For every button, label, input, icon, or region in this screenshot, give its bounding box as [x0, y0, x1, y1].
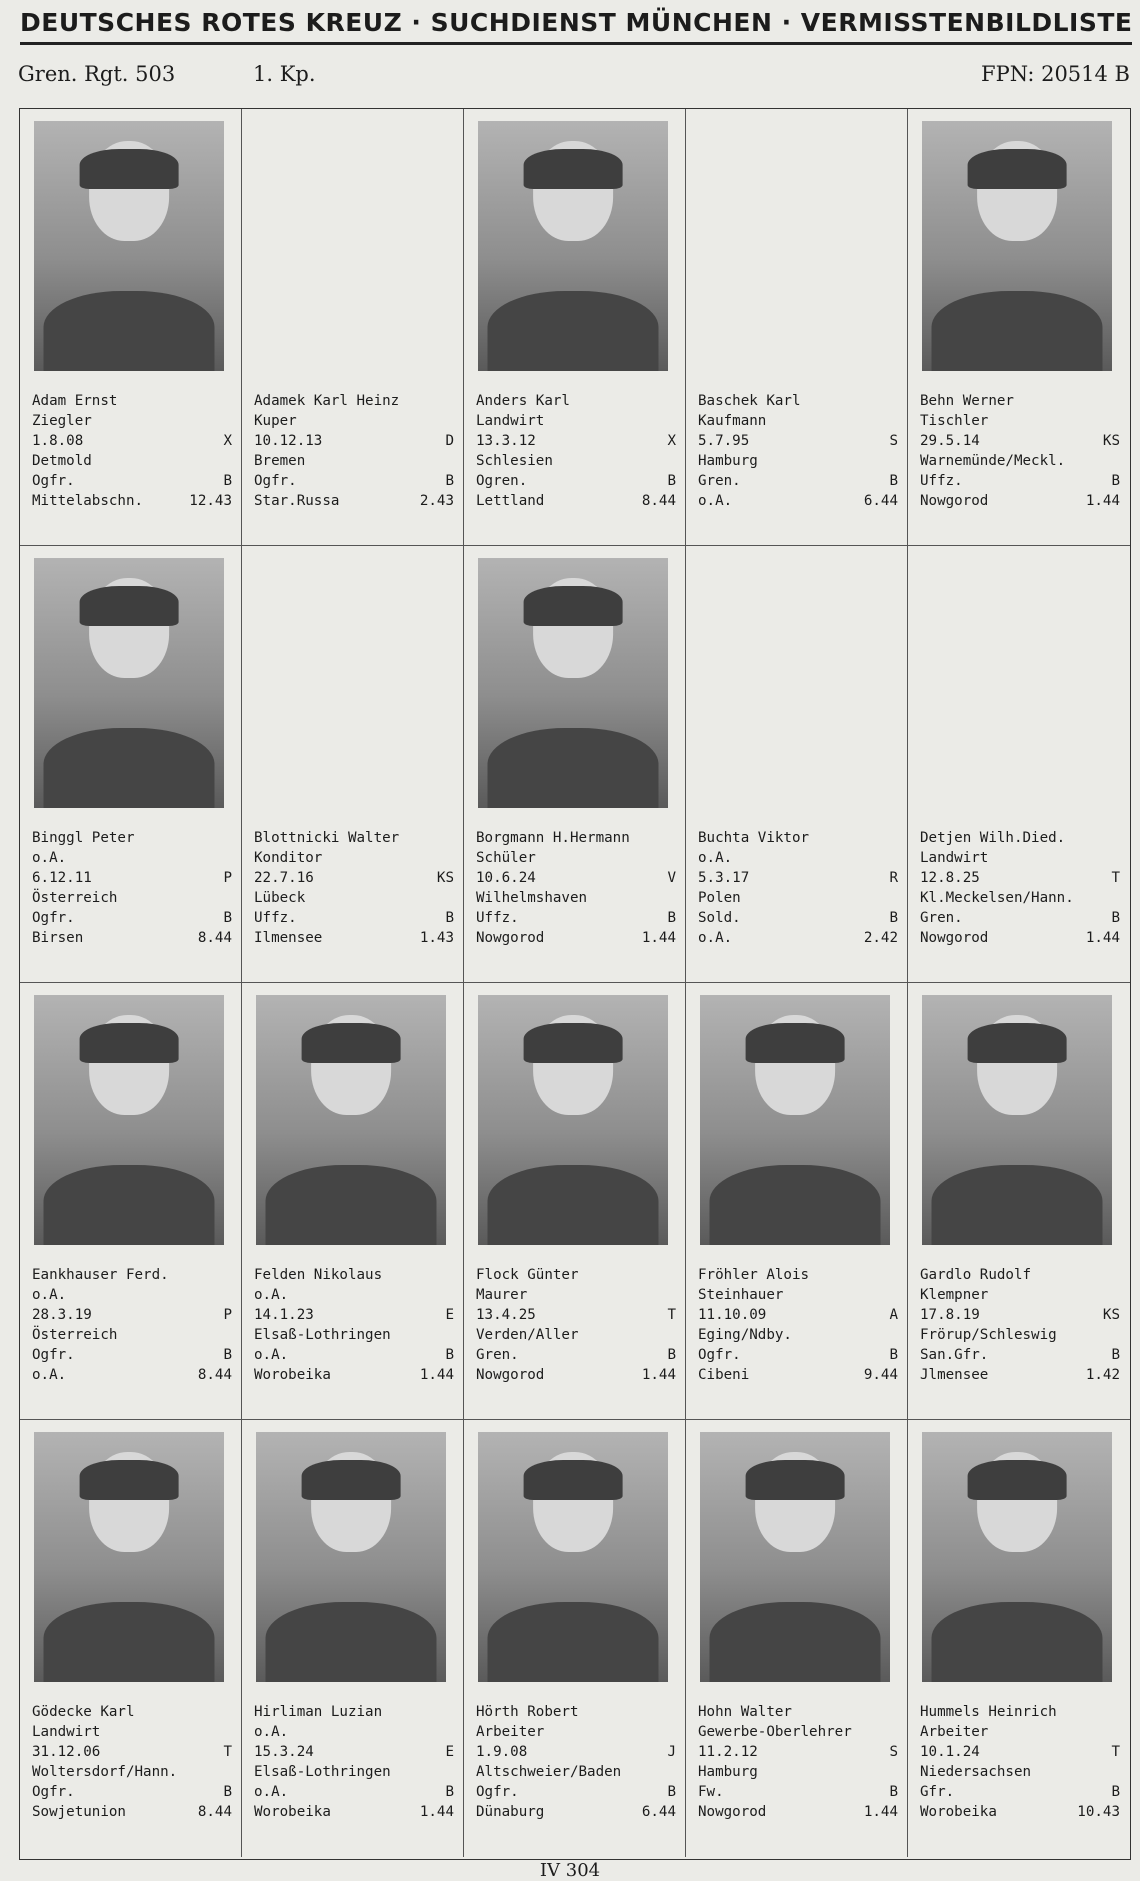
last-location: Worobeika — [920, 1804, 997, 1820]
person-info — [32, 391, 232, 511]
region-code: P — [223, 1307, 232, 1323]
birth-date: 17.8.19 — [920, 1307, 980, 1323]
person-card — [908, 1420, 1130, 1857]
rank-code: B — [1111, 910, 1120, 926]
last-location: o.A. — [698, 493, 733, 509]
person-name: Baschek Karl — [698, 393, 801, 409]
rank-code: B — [1111, 473, 1120, 489]
person-occupation: Tischler — [920, 413, 989, 429]
person-card — [686, 546, 908, 983]
military-rank: Gren. — [698, 473, 741, 489]
last-date: 8.44 — [197, 930, 232, 946]
last-location: Lettland — [476, 493, 545, 509]
last-date: 1.44 — [863, 1804, 898, 1820]
portrait-photo — [256, 1432, 446, 1682]
person-card — [242, 1420, 464, 1857]
last-date: 8.44 — [641, 493, 676, 509]
military-rank: Uffz. — [476, 910, 519, 926]
person-info — [32, 828, 232, 948]
home-place: Detmold — [32, 453, 92, 469]
rank-code: B — [223, 910, 232, 926]
region-code: J — [667, 1744, 676, 1760]
person-card — [908, 546, 1130, 983]
rank-code: B — [445, 1784, 454, 1800]
person-info — [32, 1702, 232, 1822]
portrait-photo — [478, 558, 668, 808]
military-rank: Ogfr. — [32, 473, 75, 489]
portrait-photo — [922, 1432, 1112, 1682]
last-location: Nowgorod — [698, 1804, 767, 1820]
person-name: Anders Karl — [476, 393, 570, 409]
person-info — [254, 1702, 454, 1822]
person-card — [464, 983, 686, 1420]
rank-code: B — [445, 1347, 454, 1363]
home-place: Lübeck — [254, 890, 306, 906]
person-card — [242, 109, 464, 546]
birth-date: 28.3.19 — [32, 1307, 92, 1323]
last-location: Birsen — [32, 930, 84, 946]
region-code: S — [889, 1744, 898, 1760]
person-info — [254, 1265, 454, 1385]
region-code: T — [667, 1307, 676, 1323]
person-name: Gardlo Rudolf — [920, 1267, 1032, 1283]
home-place: Schlesien — [476, 453, 553, 469]
rank-code: B — [445, 473, 454, 489]
region-code: KS — [436, 870, 454, 886]
birth-date: 12.8.25 — [920, 870, 980, 886]
last-date: 1.44 — [419, 1804, 454, 1820]
last-date: 1.44 — [641, 1367, 676, 1383]
rank-code: B — [223, 473, 232, 489]
person-name: Borgmann H.Hermann — [476, 830, 630, 846]
portrait-photo — [256, 995, 446, 1245]
birth-date: 1.9.08 — [476, 1744, 528, 1760]
person-occupation: Arbeiter — [476, 1724, 545, 1740]
person-info — [476, 828, 676, 948]
region-code: V — [667, 870, 676, 886]
person-info — [476, 391, 676, 511]
person-info — [698, 828, 898, 948]
birth-date: 1.8.08 — [32, 433, 84, 449]
person-name: Hirliman Luzian — [254, 1704, 383, 1720]
person-card — [20, 1420, 242, 1857]
region-code: X — [667, 433, 676, 449]
last-location: Nowgorod — [476, 1367, 545, 1383]
person-occupation: Kuper — [254, 413, 297, 429]
birth-date: 29.5.14 — [920, 433, 980, 449]
last-location: Cibeni — [698, 1367, 750, 1383]
person-occupation: Steinhauer — [698, 1287, 784, 1303]
military-rank: Ogfr. — [698, 1347, 741, 1363]
region-code: T — [223, 1744, 232, 1760]
birth-date: 11.10.09 — [698, 1307, 767, 1323]
last-date: 1.44 — [1085, 493, 1120, 509]
rank-code: B — [667, 910, 676, 926]
military-rank: Fw. — [698, 1784, 724, 1800]
region-code: R — [889, 870, 898, 886]
home-place: Österreich — [32, 1327, 118, 1343]
region-code: E — [445, 1744, 454, 1760]
person-occupation: o.A. — [698, 850, 733, 866]
region-code: KS — [1102, 1307, 1120, 1323]
rank-code: B — [667, 1784, 676, 1800]
last-location: Sowjetunion — [32, 1804, 126, 1820]
rank-code: B — [1111, 1347, 1120, 1363]
region-code: KS — [1102, 433, 1120, 449]
birth-date: 15.3.24 — [254, 1744, 314, 1760]
person-occupation: o.A. — [254, 1287, 289, 1303]
last-date: 9.44 — [863, 1367, 898, 1383]
home-place: Wilhelmshaven — [476, 890, 588, 906]
military-rank: Sold. — [698, 910, 741, 926]
home-place: Elsaß-Lothringen — [254, 1764, 391, 1780]
region-code: T — [1111, 1744, 1120, 1760]
military-rank: Uffz. — [254, 910, 297, 926]
military-rank: o.A. — [254, 1347, 289, 1363]
person-name: Detjen Wilh.Died. — [920, 830, 1066, 846]
person-card — [20, 109, 242, 546]
birth-date: 10.1.24 — [920, 1744, 980, 1760]
home-place: Eging/Ndby. — [698, 1327, 792, 1343]
birth-date: 31.12.06 — [32, 1744, 101, 1760]
list-header — [20, 8, 1132, 45]
home-place: Elsaß-Lothringen — [254, 1327, 391, 1343]
home-place: Kl.Meckelsen/Hann. — [920, 890, 1074, 906]
person-card — [686, 1420, 908, 1857]
region-code: P — [223, 870, 232, 886]
last-location: Nowgorod — [476, 930, 545, 946]
portrait-photo — [34, 121, 224, 371]
page-number: IV 304 — [539, 1860, 601, 1881]
person-name: Flock Günter — [476, 1267, 579, 1283]
home-place: Bremen — [254, 453, 306, 469]
region-code: D — [445, 433, 454, 449]
last-date: 1.44 — [1085, 930, 1120, 946]
birth-date: 6.12.11 — [32, 870, 92, 886]
home-place: Warnemünde/Meckl. — [920, 453, 1066, 469]
person-occupation: Schüler — [476, 850, 536, 866]
rank-code: B — [889, 473, 898, 489]
person-info — [254, 828, 454, 948]
rank-code: B — [223, 1784, 232, 1800]
person-card — [242, 983, 464, 1420]
rank-code: B — [667, 1347, 676, 1363]
person-card — [908, 109, 1130, 546]
home-place: Niedersachsen — [920, 1764, 1032, 1780]
region-code: S — [889, 433, 898, 449]
person-card — [464, 1420, 686, 1857]
person-name: Gödecke Karl — [32, 1704, 135, 1720]
last-location: o.A. — [32, 1367, 67, 1383]
person-name: Buchta Viktor — [698, 830, 810, 846]
last-location: Nowgorod — [920, 493, 989, 509]
portrait-photo — [922, 121, 1112, 371]
military-rank: Ogfr. — [32, 1347, 75, 1363]
rank-code: B — [889, 1347, 898, 1363]
home-place: Altschweier/Baden — [476, 1764, 622, 1780]
military-rank: Ogren. — [476, 473, 528, 489]
person-name: Adam Ernst — [32, 393, 118, 409]
person-info — [698, 391, 898, 511]
last-location: Ilmensee — [254, 930, 323, 946]
person-occupation: Landwirt — [32, 1724, 101, 1740]
person-name: Felden Nikolaus — [254, 1267, 383, 1283]
military-rank: o.A. — [254, 1784, 289, 1800]
person-name: Blottnicki Walter — [254, 830, 400, 846]
last-location: Mittelabschn. — [32, 493, 144, 509]
military-rank: Ogfr. — [32, 910, 75, 926]
last-date: 2.43 — [419, 493, 454, 509]
person-card — [20, 983, 242, 1420]
home-place: Polen — [698, 890, 741, 906]
person-occupation: Kaufmann — [698, 413, 767, 429]
last-date: 8.44 — [197, 1804, 232, 1820]
company-label: 1. Kp. — [253, 62, 316, 86]
portrait-photo — [922, 995, 1112, 1245]
person-occupation: Gewerbe-Oberlehrer — [698, 1724, 852, 1740]
home-place: Woltersdorf/Hann. — [32, 1764, 178, 1780]
person-info — [698, 1265, 898, 1385]
rank-code: B — [667, 473, 676, 489]
person-name: Hörth Robert — [476, 1704, 579, 1720]
person-info — [32, 1265, 232, 1385]
person-info — [920, 828, 1120, 948]
person-card — [464, 546, 686, 983]
person-name: Behn Werner — [920, 393, 1014, 409]
military-rank: Uffz. — [920, 473, 963, 489]
person-name: Binggl Peter — [32, 830, 135, 846]
person-occupation: Landwirt — [476, 413, 545, 429]
birth-date: 13.4.25 — [476, 1307, 536, 1323]
last-date: 12.43 — [189, 493, 232, 509]
birth-date: 13.3.12 — [476, 433, 536, 449]
rank-code: B — [223, 1347, 232, 1363]
last-location: Worobeika — [254, 1367, 331, 1383]
person-occupation: Ziegler — [32, 413, 92, 429]
person-occupation: Klempner — [920, 1287, 989, 1303]
last-location: o.A. — [698, 930, 733, 946]
person-card — [686, 983, 908, 1420]
last-date: 2.42 — [863, 930, 898, 946]
region-code: E — [445, 1307, 454, 1323]
person-occupation: Maurer — [476, 1287, 528, 1303]
last-date: 1.44 — [641, 930, 676, 946]
last-location: Worobeika — [254, 1804, 331, 1820]
person-name: Adamek Karl Heinz — [254, 393, 400, 409]
person-card — [464, 109, 686, 546]
person-info — [920, 1702, 1120, 1822]
title-rule — [20, 42, 1132, 45]
birth-date: 14.1.23 — [254, 1307, 314, 1323]
region-code: X — [223, 433, 232, 449]
portrait-photo — [700, 995, 890, 1245]
birth-date: 10.6.24 — [476, 870, 536, 886]
rank-code: B — [1111, 1784, 1120, 1800]
person-info — [476, 1702, 676, 1822]
region-code: T — [1111, 870, 1120, 886]
person-occupation: Landwirt — [920, 850, 989, 866]
birth-date: 5.3.17 — [698, 870, 750, 886]
person-card — [242, 546, 464, 983]
portrait-photo — [478, 121, 668, 371]
portrait-photo — [34, 995, 224, 1245]
last-location: Dünaburg — [476, 1804, 545, 1820]
last-location: Nowgorod — [920, 930, 989, 946]
military-rank: Gren. — [920, 910, 963, 926]
regiment-label: Gren. Rgt. 503 — [18, 62, 176, 86]
rank-code: B — [445, 910, 454, 926]
person-info — [920, 1265, 1120, 1385]
person-name: Hohn Walter — [698, 1704, 792, 1720]
person-card — [20, 546, 242, 983]
military-rank: Gfr. — [920, 1784, 955, 1800]
last-date: 6.44 — [641, 1804, 676, 1820]
person-occupation: o.A. — [254, 1724, 289, 1740]
last-date: 1.43 — [419, 930, 454, 946]
portrait-photo — [34, 558, 224, 808]
home-place: Hamburg — [698, 453, 758, 469]
birth-date: 5.7.95 — [698, 433, 750, 449]
person-info — [920, 391, 1120, 511]
home-place: Verden/Aller — [476, 1327, 579, 1343]
person-card — [908, 983, 1130, 1420]
portrait-photo — [478, 1432, 668, 1682]
military-rank: Ogfr. — [476, 1784, 519, 1800]
rank-code: B — [889, 1784, 898, 1800]
rank-code: B — [889, 910, 898, 926]
birth-date: 22.7.16 — [254, 870, 314, 886]
last-date: 1.44 — [419, 1367, 454, 1383]
last-date: 10.43 — [1077, 1804, 1120, 1820]
military-rank: San.Gfr. — [920, 1347, 989, 1363]
person-occupation: Arbeiter — [920, 1724, 989, 1740]
birth-date: 11.2.12 — [698, 1744, 758, 1760]
portrait-photo — [34, 1432, 224, 1682]
fpn-label: FPN: 20514 B — [981, 62, 1130, 86]
last-date: 1.42 — [1085, 1367, 1120, 1383]
region-code: A — [889, 1307, 898, 1323]
person-occupation: o.A. — [32, 1287, 67, 1303]
person-name: Eankhauser Ferd. — [32, 1267, 169, 1283]
person-name: Fröhler Alois — [698, 1267, 810, 1283]
military-rank: Ogfr. — [32, 1784, 75, 1800]
person-card — [686, 109, 908, 546]
person-info — [254, 391, 454, 511]
last-date: 8.44 — [197, 1367, 232, 1383]
military-rank: Ogfr. — [254, 473, 297, 489]
missing-persons-grid — [19, 108, 1131, 1860]
last-location: Star.Russa — [254, 493, 340, 509]
portrait-photo — [478, 995, 668, 1245]
document-title: DEUTSCHES ROTES KREUZ · SUCHDIENST MÜNCHEN · VERMISSTENBILDLISTE — [20, 8, 1133, 37]
home-place: Österreich — [32, 890, 118, 906]
home-place: Frörup/Schleswig — [920, 1327, 1057, 1343]
person-info — [698, 1702, 898, 1822]
military-rank: Gren. — [476, 1347, 519, 1363]
portrait-photo — [700, 1432, 890, 1682]
person-info — [476, 1265, 676, 1385]
person-occupation: o.A. — [32, 850, 67, 866]
last-date: 6.44 — [863, 493, 898, 509]
person-name: Hummels Heinrich — [920, 1704, 1057, 1720]
last-location: Jlmensee — [920, 1367, 989, 1383]
person-occupation: Konditor — [254, 850, 323, 866]
birth-date: 10.12.13 — [254, 433, 323, 449]
home-place: Hamburg — [698, 1764, 758, 1780]
